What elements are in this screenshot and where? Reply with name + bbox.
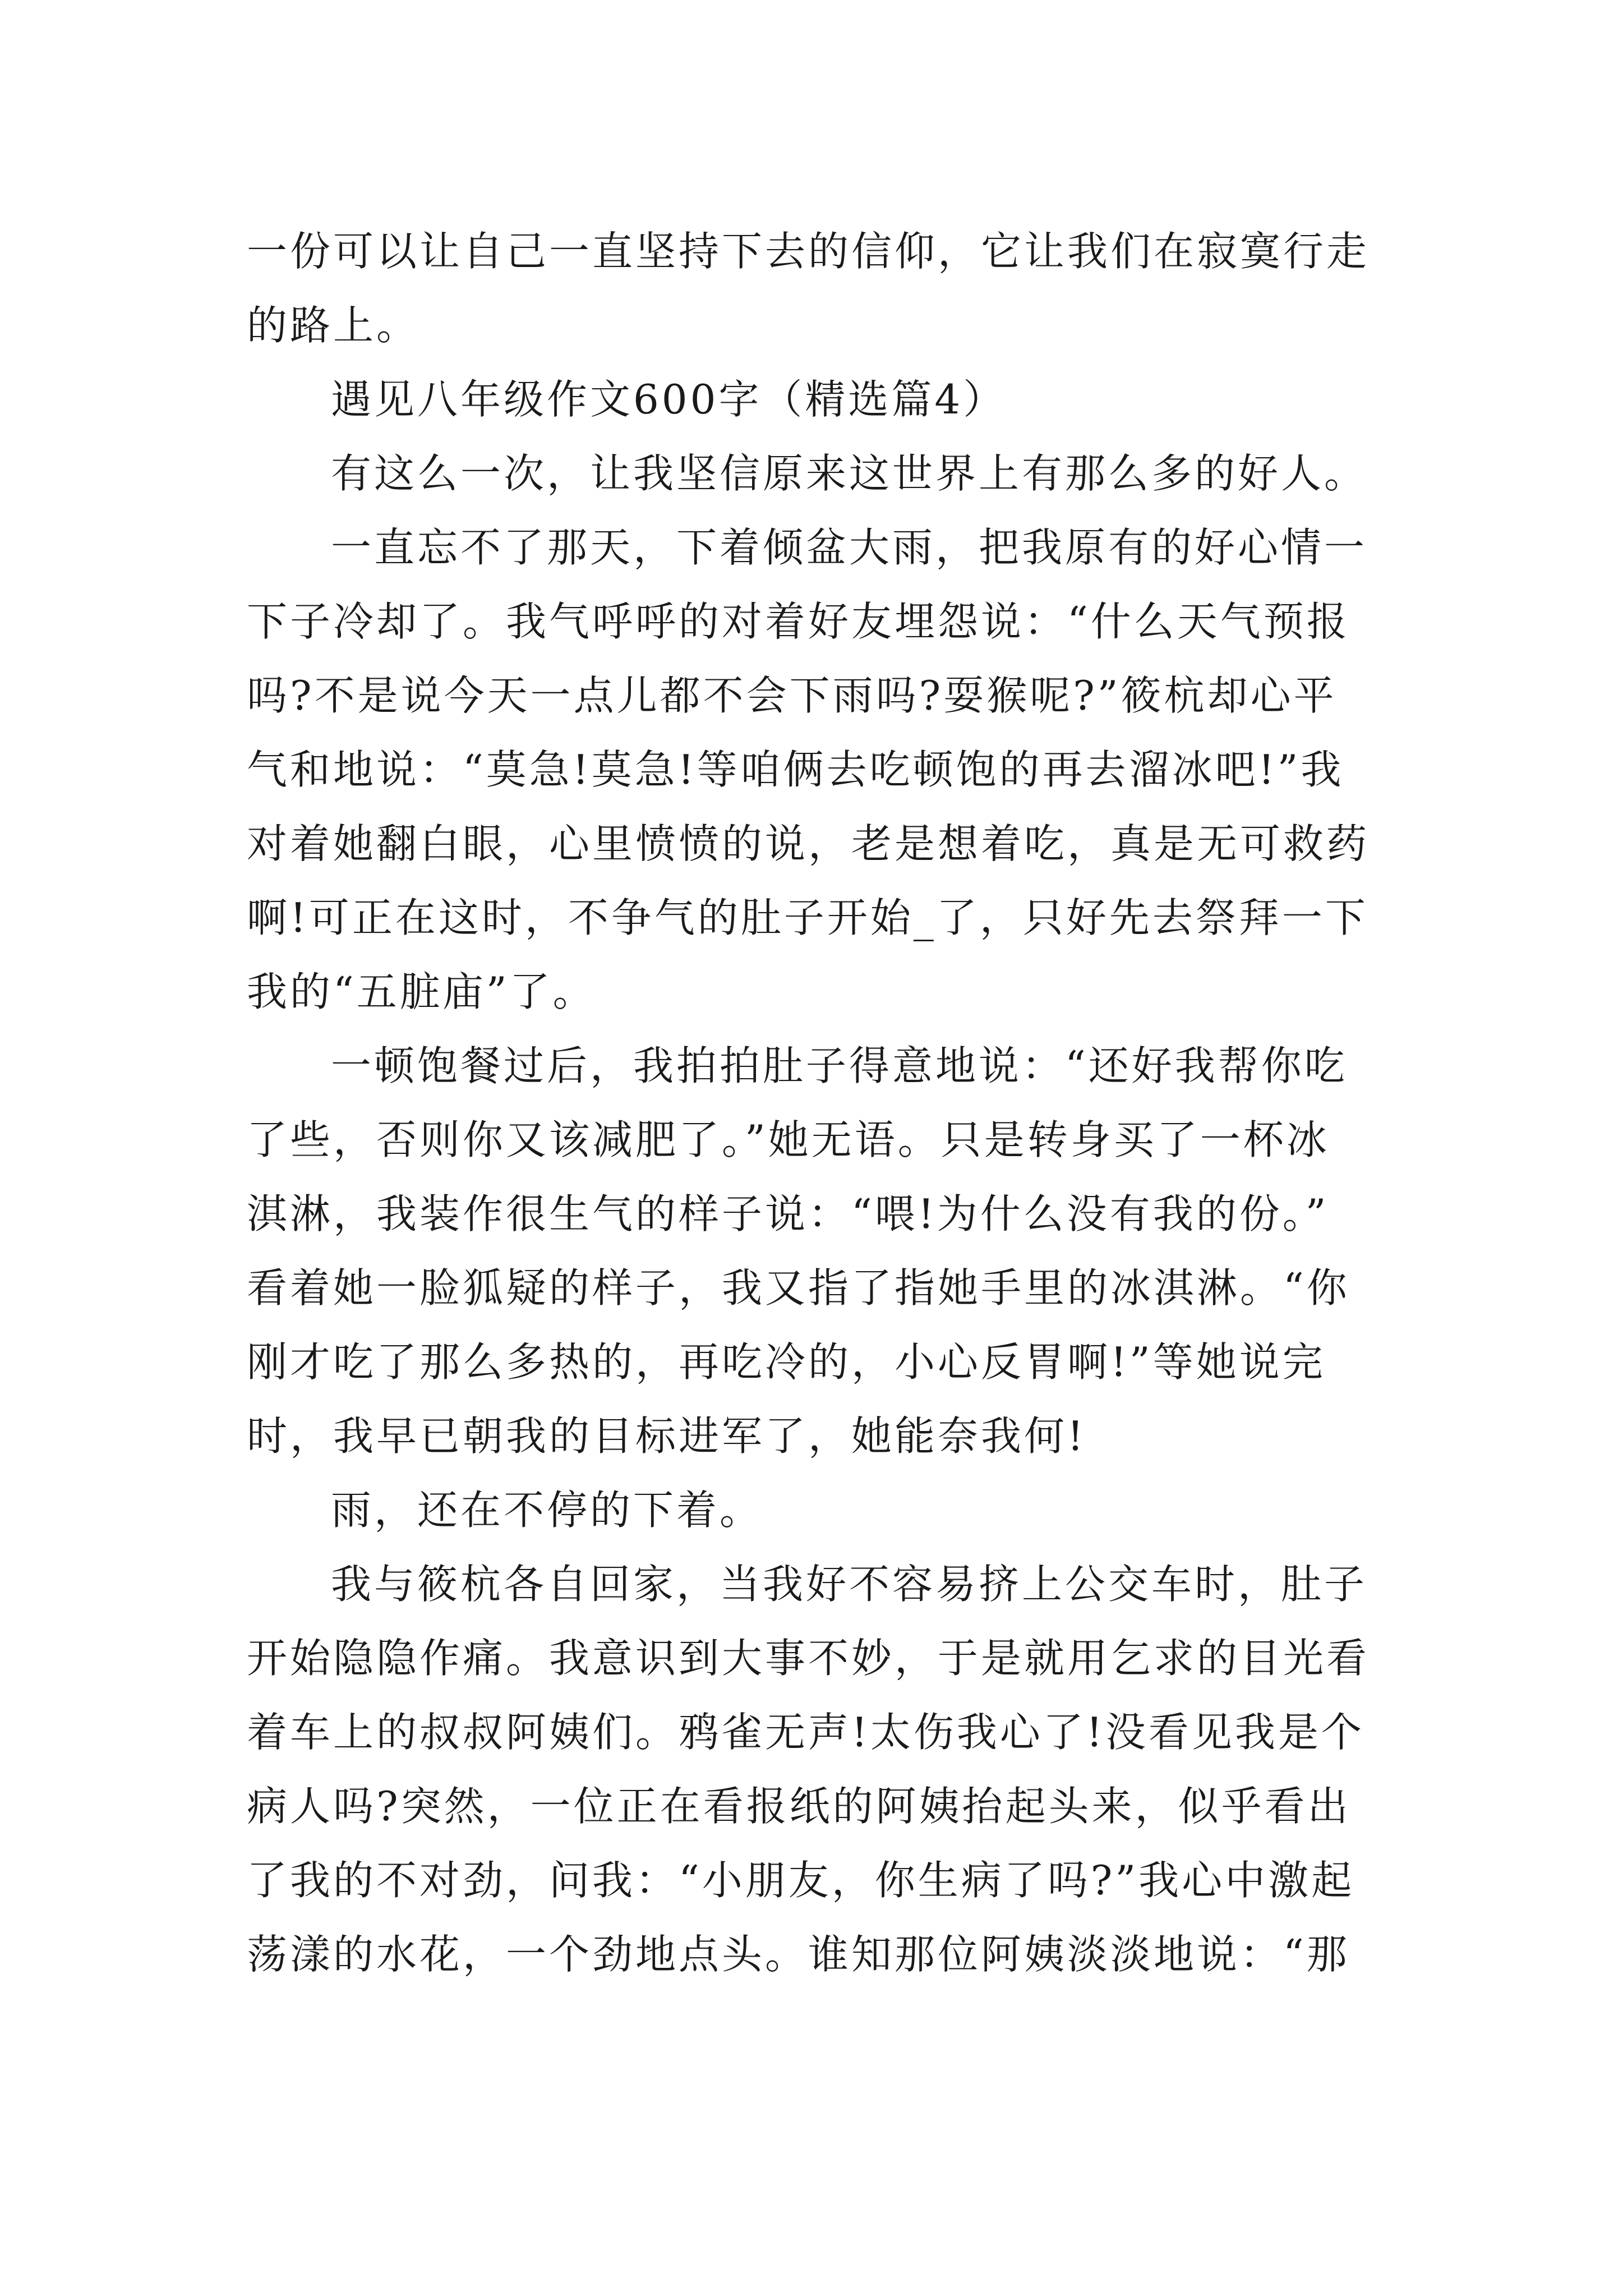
- text-line: 气和地说：“莫急!莫急!等咱俩去吃顿饱的再去溜冰吧!”我: [247, 746, 1344, 793]
- text-line: 对着她翻白眼，心里愤愤的说，老是想着吃，真是无可救药: [247, 820, 1370, 867]
- text-line: 一份可以让自己一直坚持下去的信仰，它让我们在寂寞行走: [247, 228, 1370, 275]
- text-line: 了我的不对劲，问我：“小朋友，你生病了吗?”我心中激起: [247, 1857, 1355, 1904]
- text-line: 看着她一脸狐疑的样子，我又指了指她手里的冰淇淋。“你: [247, 1264, 1350, 1312]
- text-line: 啊!可正在这时，不争气的肚子开始_了，只好先去祭拜一下: [247, 894, 1368, 941]
- paragraph-first-line: 遇见八年级作文600字（精选篇4）: [331, 376, 1007, 423]
- paragraph-first-line: 我与筱杭各自回家，当我好不容易挤上公交车时，肚子: [331, 1561, 1368, 1608]
- text-line: 开始隐隐作痛。我意识到大事不妙，于是就用乞求的目光看: [247, 1635, 1370, 1682]
- text-line: 病人吗?突然，一位正在看报纸的阿姨抬起头来，似乎看出: [247, 1783, 1351, 1830]
- paragraph-first-line: 有这么一次，让我坚信原来这世界上有那么多的好人。: [331, 450, 1368, 497]
- text-line: 淇淋，我装作很生气的样子说：“喂!为什么没有我的份。”: [247, 1190, 1329, 1237]
- text-line: 荡漾的水花，一个劲地点头。谁知那位阿姨淡淡地说：“那: [247, 1931, 1350, 1978]
- paragraph-first-line: 一顿饱餐过后，我拍拍肚子得意地说：“还好我帮你吃: [331, 1042, 1348, 1089]
- text-line: 吗?不是说今天一点儿都不会下雨吗?耍猴呢?”筱杭却心平: [247, 672, 1337, 719]
- text-line: 刚才吃了那么多热的，再吃冷的，小心反胃啊!”等她说完: [247, 1338, 1326, 1386]
- text-line: 下子冷却了。我气呼呼的对着好友埋怨说：“什么天气预报: [247, 598, 1350, 645]
- document-body: [247, 214, 1391, 1991]
- paragraph-first-line: 一直忘不了那天，下着倾盆大雨，把我原有的好心情一: [331, 524, 1368, 571]
- text-line: 时，我早已朝我的目标进军了，她能奈我何!: [247, 1412, 1086, 1460]
- text-line: 的路上。: [247, 302, 420, 349]
- text-line: 了些，否则你又该减肥了。”她无语。只是转身买了一杯冰: [247, 1116, 1330, 1163]
- paragraph-first-line: 雨，还在不停的下着。: [331, 1487, 763, 1534]
- text-line: 我的“五脏庙”了。: [247, 968, 596, 1015]
- text-line: 着车上的叔叔阿姨们。鸦雀无声!太伤我心了!没看见我是个: [247, 1709, 1364, 1756]
